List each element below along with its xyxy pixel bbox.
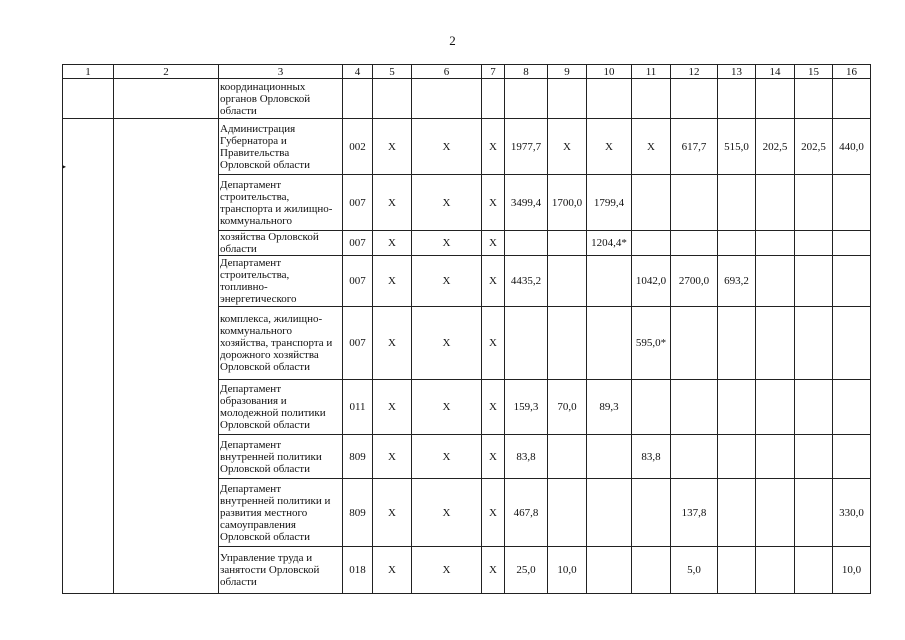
value-cell-c16	[833, 380, 871, 435]
organization-name: координационных органов Орловской области	[219, 79, 343, 119]
value-cell-c11	[632, 547, 671, 594]
value-cell-c5: X	[373, 256, 412, 307]
value-cell-c8	[505, 79, 548, 119]
column-header: 8	[505, 65, 548, 79]
department-code: 011	[343, 380, 373, 435]
value-cell-c12	[671, 79, 718, 119]
value-cell-c6: X	[412, 479, 482, 547]
organization-name: хозяйства Орловской области	[219, 231, 343, 256]
organization-name: Управление труда и занятости Орловской области	[219, 547, 343, 594]
department-code: 007	[343, 175, 373, 231]
column-1-cell	[63, 119, 114, 594]
value-cell-c6: X	[412, 231, 482, 256]
value-cell-c13: 693,2	[718, 256, 756, 307]
value-cell-c16	[833, 307, 871, 380]
value-cell-c7: X	[482, 256, 505, 307]
column-header: 4	[343, 65, 373, 79]
value-cell-c8: 3499,4	[505, 175, 548, 231]
value-cell-c7	[482, 79, 505, 119]
value-cell-c12	[671, 307, 718, 380]
value-cell-c5: X	[373, 547, 412, 594]
column-header: 16	[833, 65, 871, 79]
value-cell-c5: X	[373, 380, 412, 435]
value-cell-c10	[587, 435, 632, 479]
department-code: 809	[343, 479, 373, 547]
column-1-cell	[63, 79, 114, 119]
value-cell-c7: X	[482, 307, 505, 380]
department-code: 002	[343, 119, 373, 175]
value-cell-c14	[756, 547, 795, 594]
value-cell-c15: 202,5	[795, 119, 833, 175]
value-cell-c16	[833, 231, 871, 256]
value-cell-c8: 4435,2	[505, 256, 548, 307]
value-cell-c7: X	[482, 380, 505, 435]
value-cell-c13: 515,0	[718, 119, 756, 175]
table-row	[63, 119, 871, 175]
department-code: 809	[343, 435, 373, 479]
value-cell-c13	[718, 307, 756, 380]
value-cell-c14	[756, 479, 795, 547]
organization-name: комплекса, жилищно- коммунального хозяйства, транспорта и дорожного хозяйства Орловской области	[219, 307, 343, 380]
value-cell-c6: X	[412, 175, 482, 231]
value-cell-c15	[795, 307, 833, 380]
column-header: 12	[671, 65, 718, 79]
value-cell-c11	[632, 479, 671, 547]
value-cell-c9: 1700,0	[548, 175, 587, 231]
department-code: 007	[343, 307, 373, 380]
value-cell-c8: 83,8	[505, 435, 548, 479]
value-cell-c5: X	[373, 119, 412, 175]
department-code: 018	[343, 547, 373, 594]
value-cell-c8: 25,0	[505, 547, 548, 594]
header-row	[63, 65, 871, 79]
value-cell-c9: 10,0	[548, 547, 587, 594]
value-cell-c10: X	[587, 119, 632, 175]
value-cell-c15	[795, 256, 833, 307]
value-cell-c12: 617,7	[671, 119, 718, 175]
value-cell-c13	[718, 231, 756, 256]
organization-name: Департамент образования и молодежной политики Орловской области	[219, 380, 343, 435]
value-cell-c5: X	[373, 175, 412, 231]
value-cell-c14	[756, 231, 795, 256]
value-cell-c7: X	[482, 547, 505, 594]
value-cell-c8	[505, 307, 548, 380]
value-cell-c8: 467,8	[505, 479, 548, 547]
value-cell-c7: X	[482, 479, 505, 547]
value-cell-c15	[795, 79, 833, 119]
value-cell-c14: 202,5	[756, 119, 795, 175]
column-2-cell	[114, 119, 219, 594]
column-header: 6	[412, 65, 482, 79]
value-cell-c13	[718, 547, 756, 594]
column-header: 13	[718, 65, 756, 79]
department-code: 007	[343, 256, 373, 307]
value-cell-c9	[548, 435, 587, 479]
value-cell-c11: X	[632, 119, 671, 175]
value-cell-c10: 89,3	[587, 380, 632, 435]
value-cell-c10	[587, 547, 632, 594]
value-cell-c9	[548, 79, 587, 119]
value-cell-c12: 137,8	[671, 479, 718, 547]
organization-name: Администрация Губернатора и Правительства Орловской области	[219, 119, 343, 175]
department-code	[343, 79, 373, 119]
budget-table	[62, 64, 871, 594]
value-cell-c15	[795, 175, 833, 231]
value-cell-c8: 1977,7	[505, 119, 548, 175]
column-header: 2	[114, 65, 219, 79]
value-cell-c14	[756, 307, 795, 380]
value-cell-c9	[548, 231, 587, 256]
value-cell-c9	[548, 307, 587, 380]
column-header: 14	[756, 65, 795, 79]
value-cell-c6: X	[412, 547, 482, 594]
value-cell-c15	[795, 479, 833, 547]
value-cell-c5: X	[373, 307, 412, 380]
column-header: 5	[373, 65, 412, 79]
value-cell-c10	[587, 479, 632, 547]
organization-name: Департамент строительства, транспорта и жилищно- коммунального	[219, 175, 343, 231]
value-cell-c7: X	[482, 175, 505, 231]
organization-name: Департамент строительства, топливно- энергетического	[219, 256, 343, 307]
value-cell-c5: X	[373, 479, 412, 547]
value-cell-c15	[795, 231, 833, 256]
value-cell-c9: X	[548, 119, 587, 175]
value-cell-c11: 1042,0	[632, 256, 671, 307]
value-cell-c6: X	[412, 435, 482, 479]
value-cell-c16	[833, 175, 871, 231]
value-cell-c14	[756, 435, 795, 479]
value-cell-c12: 5,0	[671, 547, 718, 594]
value-cell-c13	[718, 479, 756, 547]
value-cell-c6: X	[412, 119, 482, 175]
value-cell-c9: 70,0	[548, 380, 587, 435]
value-cell-c15	[795, 435, 833, 479]
value-cell-c6: X	[412, 307, 482, 380]
value-cell-c11	[632, 79, 671, 119]
page-number: 2	[449, 33, 456, 48]
value-cell-c16	[833, 79, 871, 119]
value-cell-c16	[833, 435, 871, 479]
column-2-cell	[114, 79, 219, 119]
value-cell-c13	[718, 435, 756, 479]
value-cell-c14	[756, 380, 795, 435]
value-cell-c12	[671, 231, 718, 256]
value-cell-c10: 1799,4	[587, 175, 632, 231]
value-cell-c9	[548, 256, 587, 307]
column-header: 11	[632, 65, 671, 79]
column-header: 3	[219, 65, 343, 79]
value-cell-c10	[587, 307, 632, 380]
value-cell-c6: X	[412, 256, 482, 307]
organization-name: Департамент внутренней политики Орловской области	[219, 435, 343, 479]
value-cell-c15	[795, 380, 833, 435]
value-cell-c14	[756, 256, 795, 307]
value-cell-c7: X	[482, 119, 505, 175]
value-cell-c10	[587, 256, 632, 307]
column-header: 10	[587, 65, 632, 79]
value-cell-c10	[587, 79, 632, 119]
value-cell-c7: X	[482, 435, 505, 479]
table-body	[63, 79, 871, 594]
value-cell-c12	[671, 435, 718, 479]
value-cell-c13	[718, 380, 756, 435]
value-cell-c11: 83,8	[632, 435, 671, 479]
table-row	[63, 79, 871, 119]
value-cell-c8	[505, 231, 548, 256]
value-cell-c10: 1204,4*	[587, 231, 632, 256]
value-cell-c13	[718, 79, 756, 119]
value-cell-c13	[718, 175, 756, 231]
value-cell-c16	[833, 256, 871, 307]
column-header: 1	[63, 65, 114, 79]
value-cell-c11	[632, 175, 671, 231]
column-header: 9	[548, 65, 587, 79]
value-cell-c16: 10,0	[833, 547, 871, 594]
value-cell-c5: X	[373, 231, 412, 256]
value-cell-c11: 595,0*	[632, 307, 671, 380]
value-cell-c7: X	[482, 231, 505, 256]
value-cell-c16: 330,0	[833, 479, 871, 547]
value-cell-c16: 440,0	[833, 119, 871, 175]
value-cell-c12: 2700,0	[671, 256, 718, 307]
value-cell-c5: X	[373, 435, 412, 479]
value-cell-c14	[756, 79, 795, 119]
row-marker-icon: ▸	[62, 162, 67, 171]
value-cell-c12	[671, 175, 718, 231]
value-cell-c11	[632, 231, 671, 256]
value-cell-c12	[671, 380, 718, 435]
organization-name: Департамент внутренней политики и развития местного самоуправления Орловской области	[219, 479, 343, 547]
department-code: 007	[343, 231, 373, 256]
column-header: 15	[795, 65, 833, 79]
value-cell-c15	[795, 547, 833, 594]
value-cell-c8: 159,3	[505, 380, 548, 435]
value-cell-c9	[548, 479, 587, 547]
value-cell-c11	[632, 380, 671, 435]
value-cell-c5	[373, 79, 412, 119]
value-cell-c6	[412, 79, 482, 119]
column-header: 7	[482, 65, 505, 79]
value-cell-c6: X	[412, 380, 482, 435]
value-cell-c14	[756, 175, 795, 231]
